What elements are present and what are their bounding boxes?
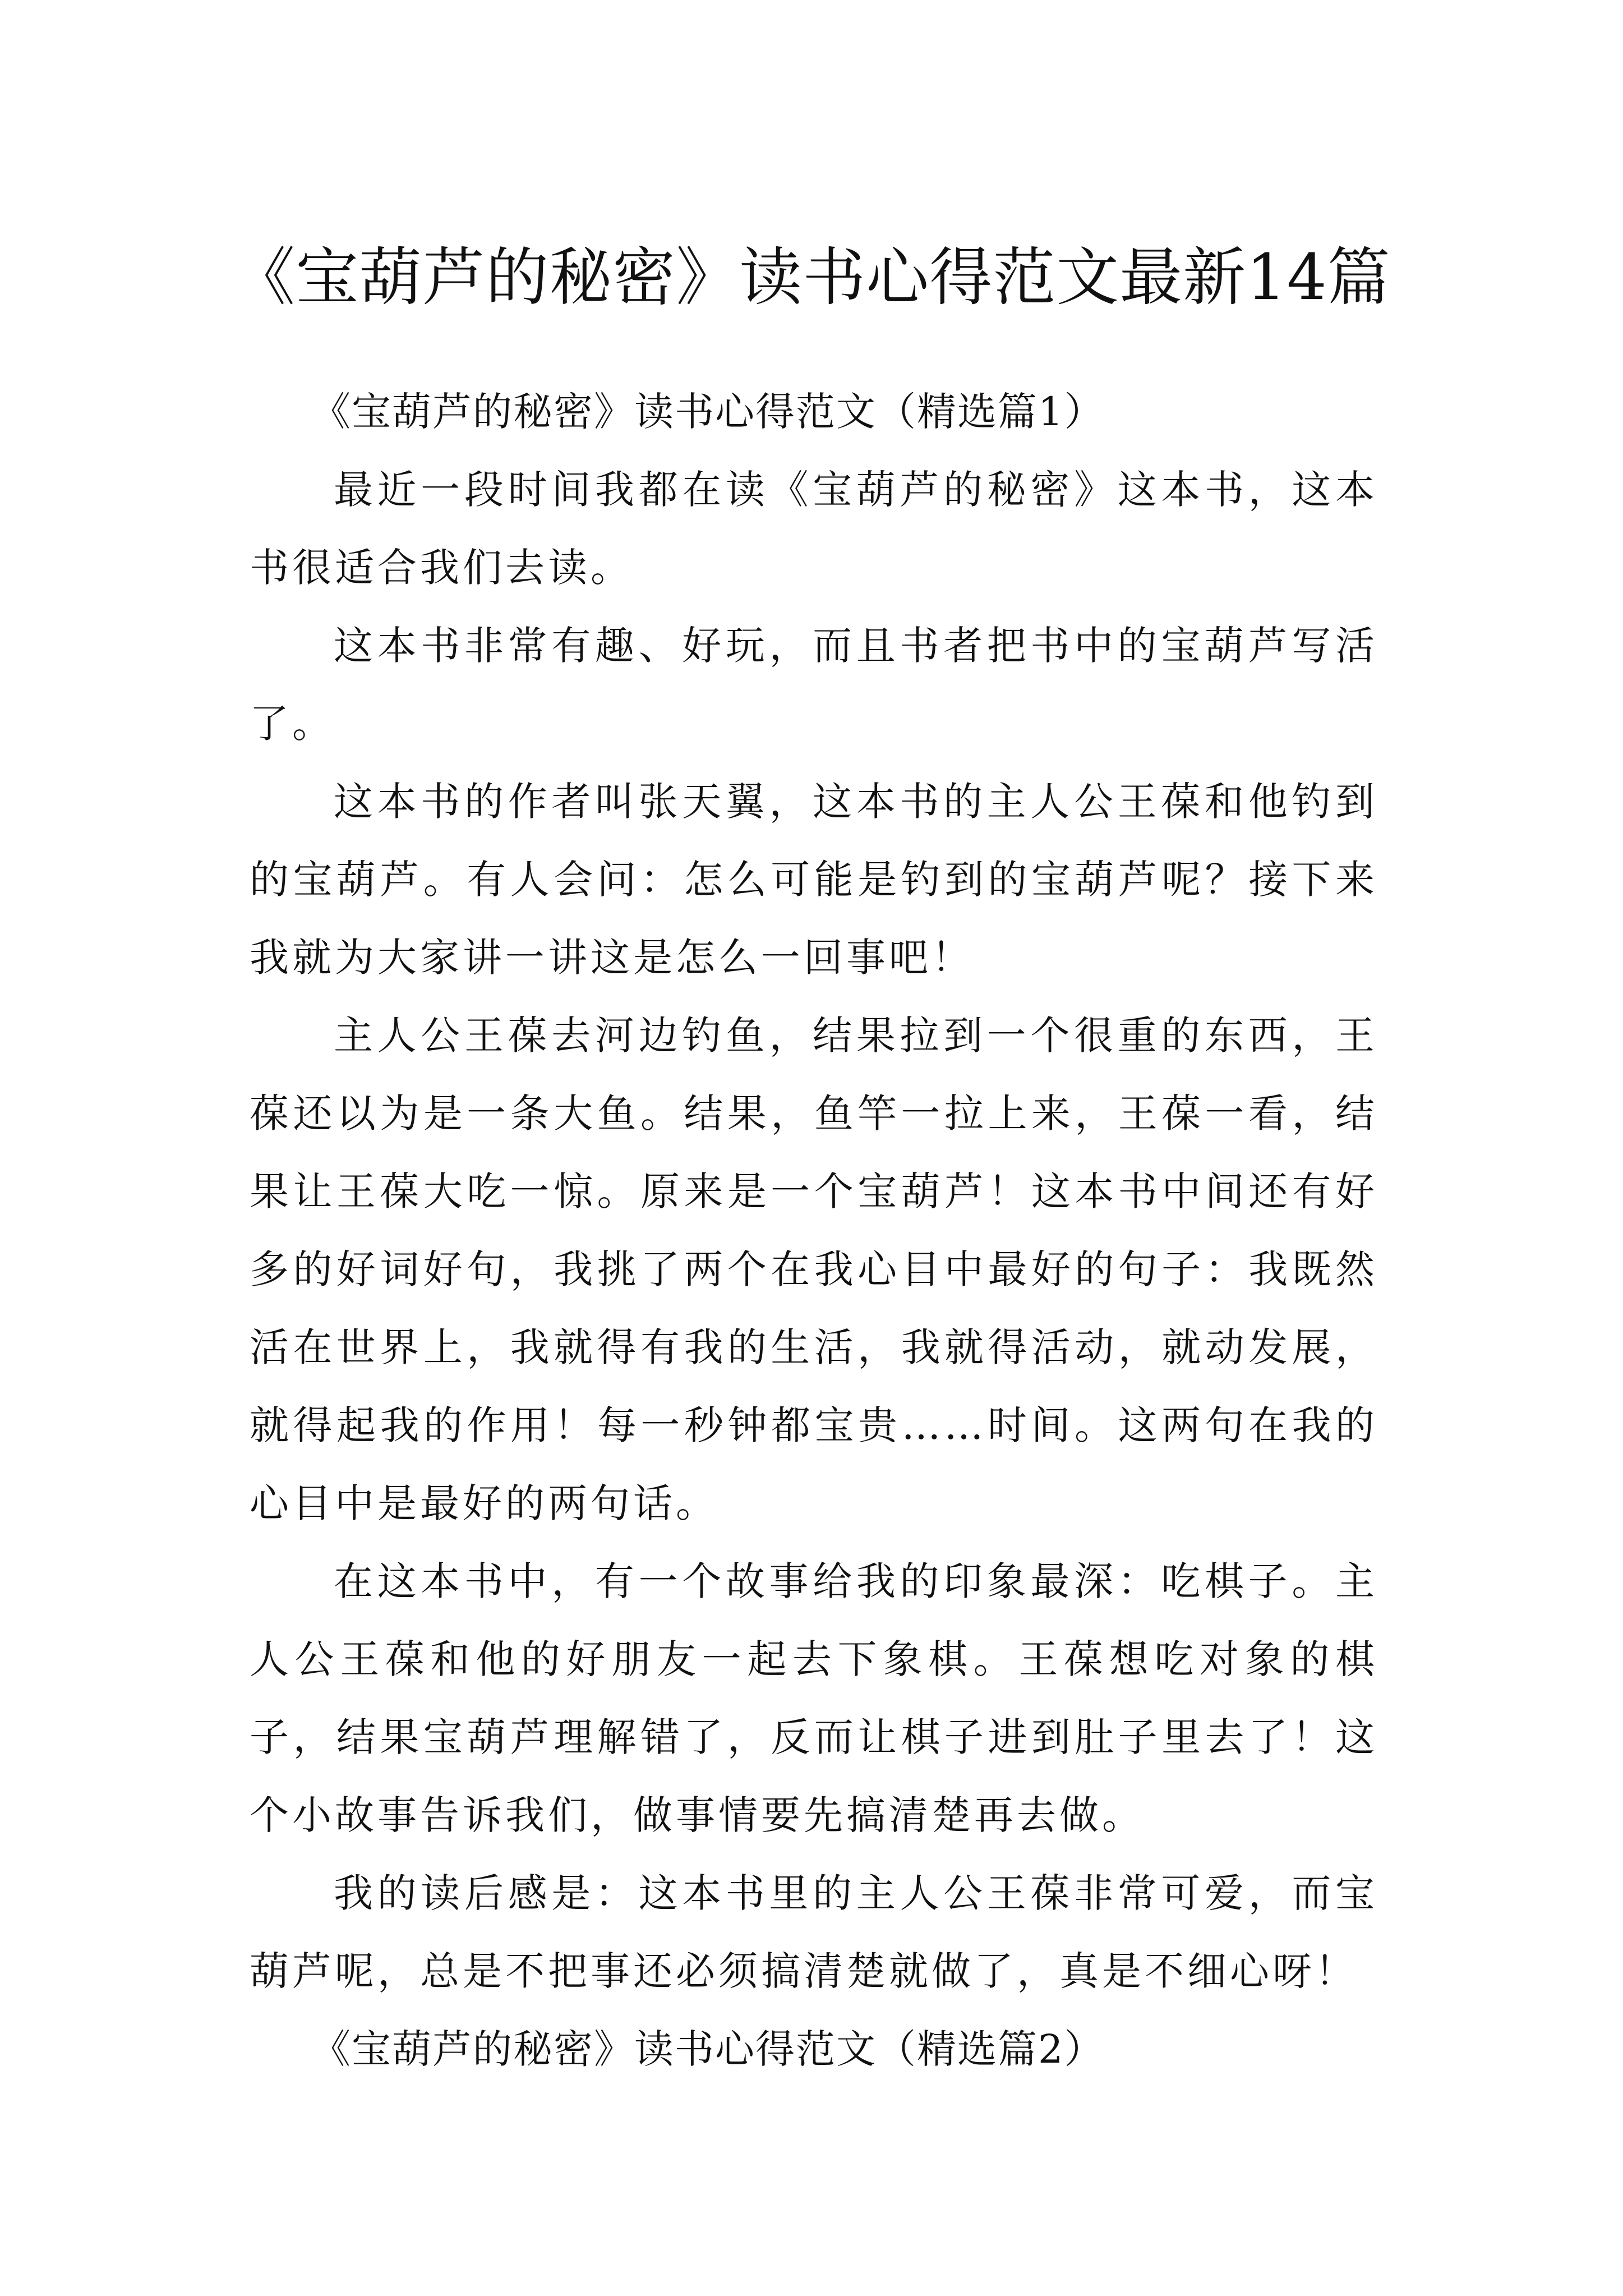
- body-paragraph: 在这本书中，有一个故事给我的印象最深：吃棋子。主人公王葆和他的好朋友一起去下象棋。王葆想吃对象的棋子，结果宝葫芦理解错了，反而让棋子进到肚子里去了！这个小故事告诉我们，做事情要先搞清楚再去做。: [250, 1558, 1378, 1838]
- document-title: 《宝葫芦的秘密》读书心得范文最新14篇: [232, 241, 1391, 315]
- section-heading: 《宝葫芦的秘密》读书心得范文（精选篇1）: [311, 389, 1105, 435]
- document-body: [250, 373, 1378, 2088]
- body-paragraph: 这本书的作者叫张天翼，这本书的主人公王葆和他钓到的宝葫芦。有人会问：怎么可能是钓到的宝葫芦呢？接下来我就为大家讲一讲这是怎么一回事吧！: [250, 779, 1378, 981]
- body-paragraph: 最近一段时间我都在读《宝葫芦的秘密》这本书，这本书很适合我们去读。: [250, 467, 1378, 591]
- section-heading: 《宝葫芦的秘密》读书心得范文（精选篇2）: [311, 2026, 1105, 2072]
- body-paragraph: 主人公王葆去河边钓鱼，结果拉到一个很重的东西，王葆还以为是一条大鱼。结果，鱼竿一拉上来，王葆一看，结果让王葆大吃一惊。原来是一个宝葫芦！这本书中间还有好多的好词好句，我挑了两个在我心目中最好的句子：我既然活在世界上，我就得有我的生活，我就得活动，就动发展，就得起我的作用！每一秒钟都宝贵……时间。这两句在我的心目中是最好的两句话。: [250, 1013, 1378, 1526]
- body-paragraph: 这本书非常有趣、好玩，而且书者把书中的宝葫芦写活了。: [250, 623, 1378, 747]
- body-paragraph: 我的读后感是：这本书里的主人公王葆非常可爱，而宝葫芦呢，总是不把事还必须搞清楚就做了，真是不细心呀！: [250, 1870, 1378, 1994]
